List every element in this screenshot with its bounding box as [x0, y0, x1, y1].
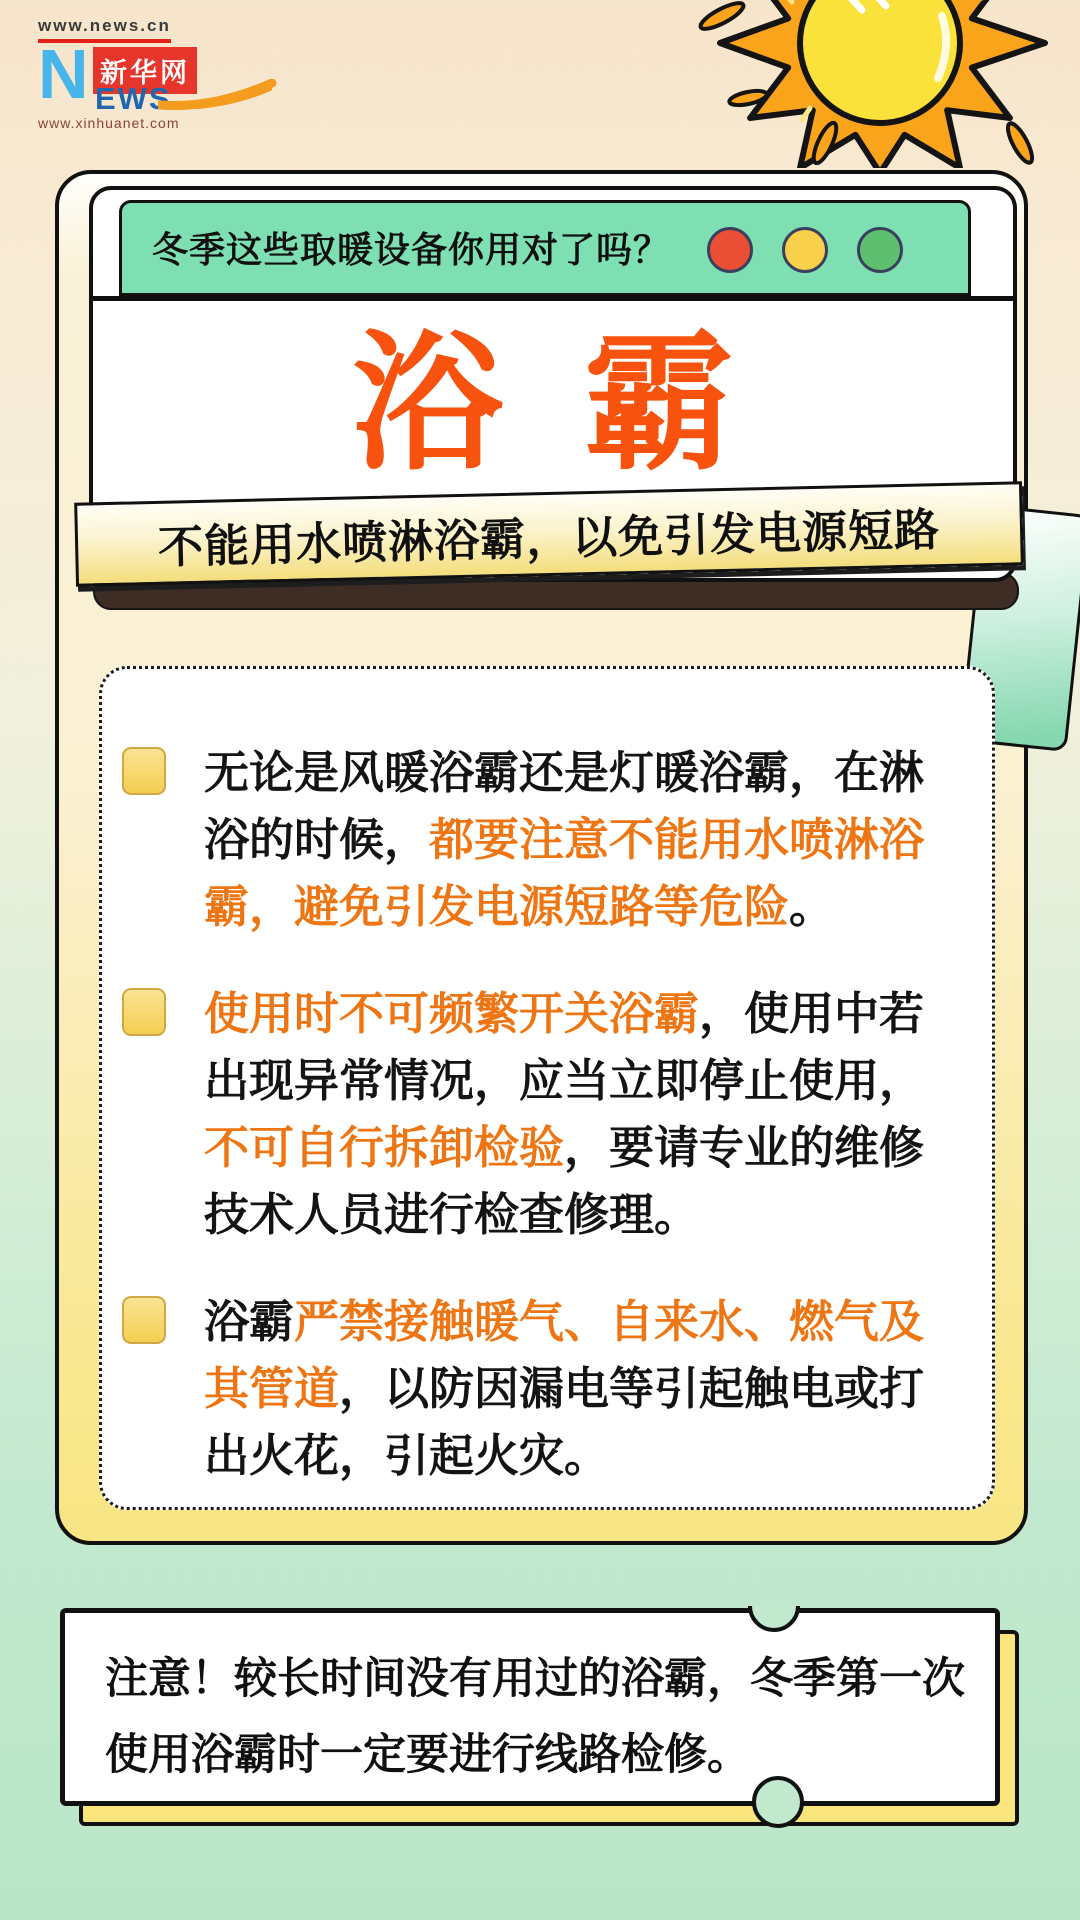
tip-item-3 — [122, 1288, 992, 1489]
header-divider — [93, 296, 1013, 301]
checkbox-icon — [122, 747, 166, 795]
logo-letters-ews: EWS — [95, 81, 172, 116]
main-card — [55, 170, 1028, 1545]
logo-row — [38, 35, 268, 116]
tip-plain-text: ，以防因漏电等引起触电或打出火花，引起火灾。 — [204, 1363, 925, 1481]
tips-box — [99, 666, 995, 1510]
note-text: 注意！较长时间没有用过的浴霸，冬季第一次使用浴霸时一定要进行线路检修。 — [105, 1655, 965, 1779]
note-notch-top — [748, 1606, 810, 1640]
page-title: 浴 霸 — [352, 319, 754, 487]
tip-plain-text: 。 — [789, 881, 835, 932]
tip-plain-text: ，要请专业的维修技术人员进行检查修理。 — [204, 1122, 925, 1240]
tip-text — [204, 739, 930, 940]
tip-plain-text: ，使用中若出现异常情况，应当立即停止使用， — [204, 988, 925, 1106]
tip-text — [204, 980, 930, 1248]
tip-highlight-text: 都要注意不能用水喷淋浴霸，避免引发电源短路等危险 — [204, 814, 925, 932]
traffic-light-yellow[interactable] — [782, 227, 828, 273]
note-box — [60, 1608, 1000, 1806]
checkbox-icon — [122, 1296, 166, 1344]
traffic-light-red[interactable] — [707, 227, 753, 273]
logo-url-top: www.news.cn — [38, 16, 171, 43]
logo-letter-n: N — [38, 35, 89, 113]
traffic-light-green[interactable] — [857, 227, 903, 273]
tip-item-1 — [122, 739, 992, 940]
window-header-title: 冬季这些取暖设备你用对了吗？ — [152, 229, 671, 270]
checkbox-icon — [122, 988, 166, 1036]
traffic-lights — [707, 227, 903, 273]
logo-site-name-cn: 新华网 — [93, 47, 197, 94]
logo-swoosh-icon — [158, 79, 278, 111]
warning-banner-text: 不能用水喷淋浴霸，以免引发电源短路 — [157, 503, 941, 573]
logo-url-bottom: www.xinhuanet.com — [38, 115, 180, 131]
note-section — [60, 1608, 1025, 1834]
tip-item-2 — [122, 980, 992, 1248]
tip-highlight-text: 严禁接触暖气、自来水、燃气及其管道 — [204, 1296, 925, 1414]
tip-plain-text: 无论是风暖浴霸还是灯暖浴霸，在淋浴的时候， — [204, 747, 925, 865]
sun-icon — [690, 0, 1080, 168]
xinhua-logo — [38, 16, 268, 131]
tip-text — [204, 1288, 930, 1489]
window-header-bar — [119, 200, 971, 296]
note-notch-bottom — [752, 1774, 814, 1834]
tip-plain-text: 浴霸 — [204, 1296, 295, 1347]
tip-highlight-text: 使用时不可频繁开关浴霸 — [204, 988, 700, 1039]
tip-highlight-text: 不可自行拆卸检验 — [204, 1122, 565, 1173]
